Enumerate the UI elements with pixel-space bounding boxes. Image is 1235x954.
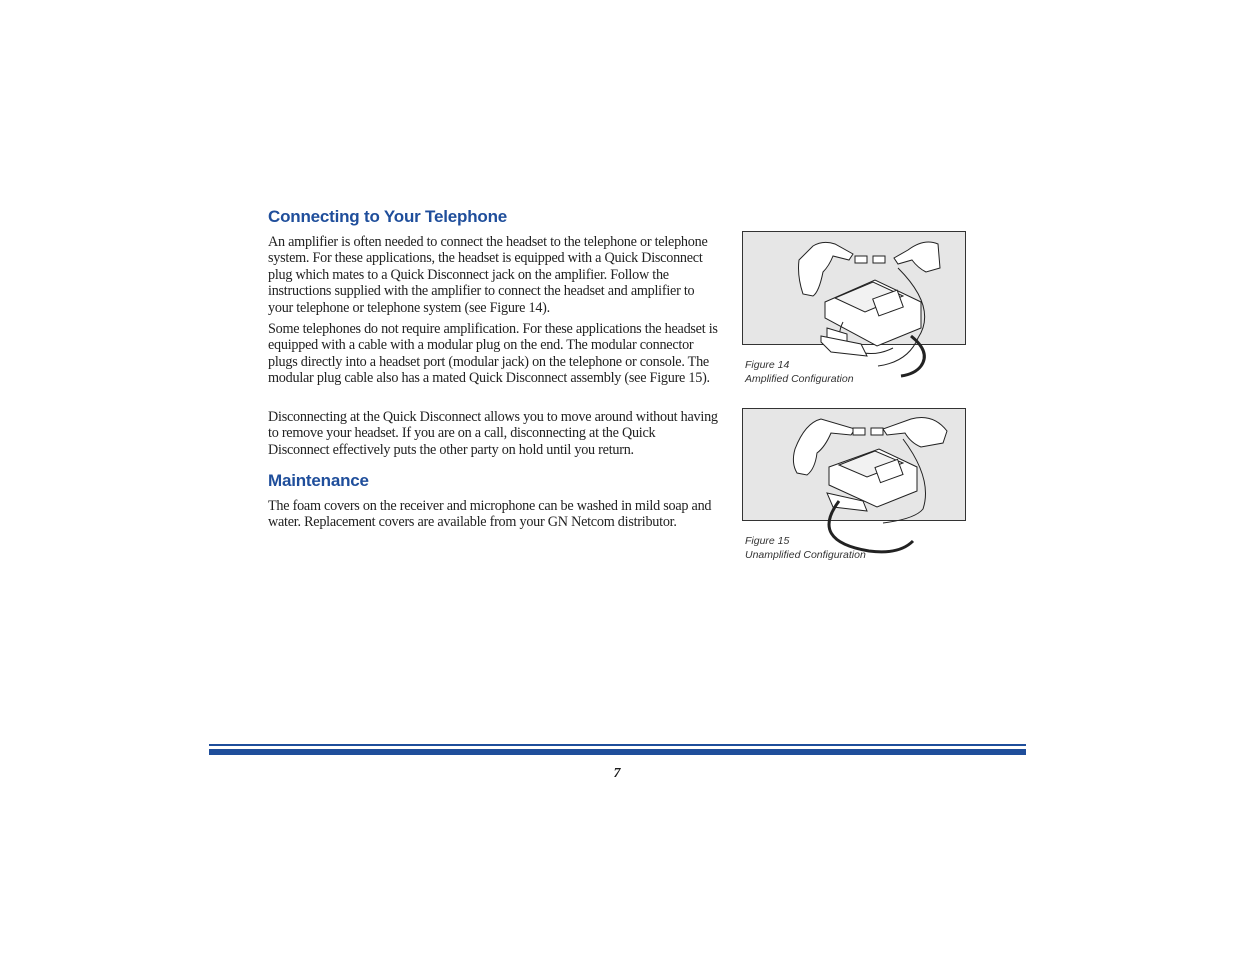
figure-14-amplified-illustration: [742, 231, 966, 345]
section-heading-maintenance: Maintenance: [268, 471, 369, 490]
figure-14-title: Amplified Configuration: [745, 373, 854, 385]
footer-rule-thick: [209, 749, 1026, 755]
figure-14-caption: [745, 358, 854, 386]
paragraph-modular-plug: Some telephones do not require amplification. For these applications the headset is equipped with a cable with a modular plug on the end. The modular connector plugs directly into a headset port (modular jack) on the telephone or console. The modular plug cable also has a mated Quick Disconnect assembly (see Figure 15).: [268, 321, 718, 387]
figure-15-number: Figure 15: [745, 535, 790, 547]
figure-15-title: Unamplified Configuration: [745, 549, 866, 561]
figure-14-number: Figure 14: [745, 359, 790, 371]
footer-rule-thin: [209, 744, 1026, 746]
section-heading-connecting: Connecting to Your Telephone: [268, 207, 508, 226]
paragraph-maintenance: The foam covers on the receiver and microphone can be washed in mild soap and water. Replacement covers are available from your GN Netcom distributor.: [268, 498, 712, 531]
paragraph-quick-disconnect: Disconnecting at the Quick Disconnect allows you to move around without having to remove your headset. If you are on a call, disconnecting at the Quick Disconnect effectively puts the other party on hold until you return.: [268, 409, 718, 458]
paragraph-amplifier: An amplifier is often needed to connect the headset to the telephone or telephone system. For these applications, the headset is equipped with a Quick Disconnect plug which mates to a Quick Disconnect jack on the amplifier. Follow the instructions supplied with the amplifier to connect the headset and amplifier to your telephone or telephone system (see Figure 14).: [268, 234, 708, 316]
page-number: 7: [613, 766, 621, 781]
figure-15-caption: [745, 534, 866, 562]
figure-15-unamplified-illustration: [742, 408, 966, 521]
